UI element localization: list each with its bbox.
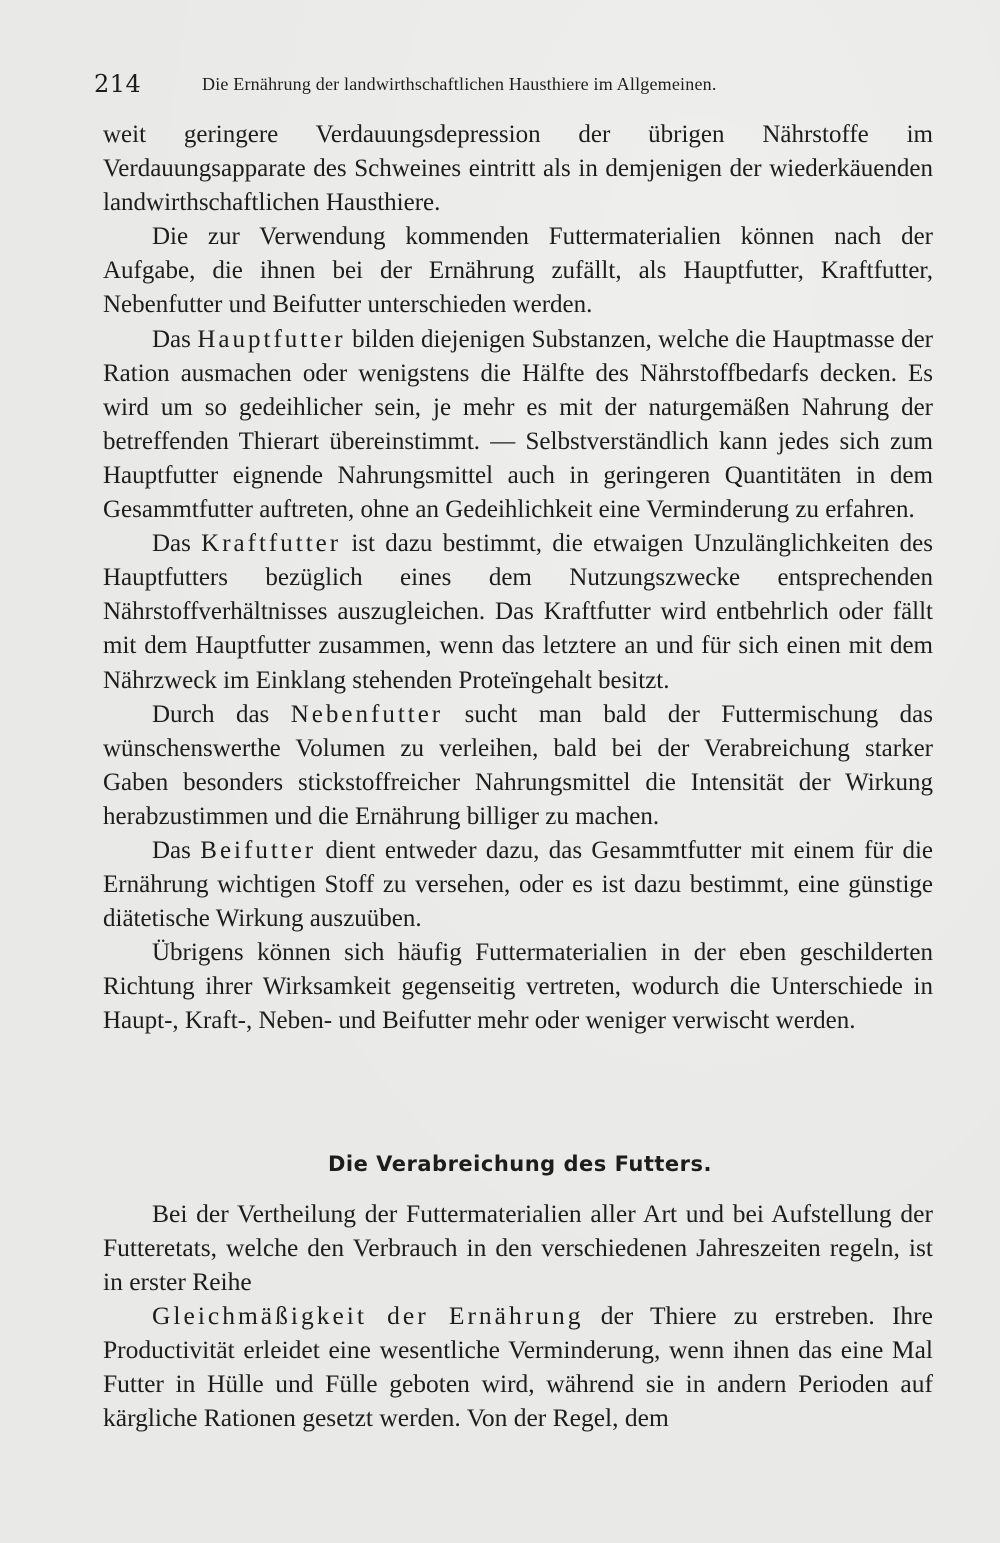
- paragraph-gleichmaessigkeit: [103, 1299, 933, 1435]
- paragraph-lead: Das: [152, 836, 191, 864]
- term-hauptfutter: Hauptfutter: [197, 325, 346, 353]
- paragraph-rest: der Thiere zu erstreben. Ihre Productivität erleidet eine wesentliche Verminderung, wenn ihnen das eine Mal Futter in Hülle und Fülle geboten wird, während sie in andern Perioden auf kärgliche Rationen gesetzt werden. Von der Regel, dem: [103, 1301, 933, 1432]
- running-title: Die Ernährung der landwirthschaftlichen Hausthiere im Allgemeinen.: [202, 74, 717, 94]
- body-text-section-2: [103, 1197, 933, 1435]
- paragraph-hauptfutter: [103, 323, 933, 528]
- paragraph-rest: sucht man bald der Futtermischung das wünschenswerthe Volumen zu verleihen, bald bei der Verabreichung starker Gaben besonders stickstoffreicher Nahrungsmittel die Intensität der Wirkung herabzustimmen und die Ernährung billiger zu machen.: [103, 700, 933, 830]
- term-kraftfutter: Kraftfutter: [201, 530, 342, 558]
- paragraph-rest: ist dazu bestimmt, die etwaigen Unzulänglichkeiten des Hauptfutters bezüglich eines dem Nutzungszwecke entsprechenden Nährstoffverhältnisses auszugleichen. Das Kraftfutter wird entbehrlich oder fällt mit dem Hauptfutter zusammen, wenn das letztere an und für sich einen mit dem Nährzweck im Einklang stehenden Proteïngehalt besitzt.: [103, 530, 934, 694]
- section-heading: Die Verabreichung des Futters.: [327, 1152, 713, 1176]
- page-number: 214: [94, 70, 142, 98]
- paragraph-lead: Das: [152, 530, 191, 558]
- paragraph: Übrigens können sich häufig Futtermaterialien in der eben geschilderten Richtung ihrer Wirksamkeit gegenseitig vertreten, wodurch die Unterschiede in Haupt-, Kraft-, Neben- und Beifutter mehr oder weniger verwischt werden.: [103, 939, 933, 1035]
- paragraph-beifutter: [103, 834, 933, 936]
- paragraph-lead: Durch das: [152, 700, 270, 728]
- body-text-section-1: [103, 118, 933, 1039]
- paragraph-lead: Das: [152, 325, 191, 353]
- paragraph: weit geringere Verdauungsdepression der übrigen Nährstoffe im Verdauungsapparate des Schweines eintritt als in demjenigen der wiederkäuenden landwirthschaftlichen Hausthiere.: [103, 121, 933, 217]
- paragraph-rest: dient entweder dazu, das Gesammtfutter mit einem für die Ernährung wichtigen Stoff zu versehen, oder es ist dazu bestimmt, eine günstige diätetische Wirkung auszuüben.: [103, 836, 934, 933]
- paragraph: Die zur Verwendung kommenden Futtermaterialien können nach der Aufgabe, die ihnen bei der Ernährung zufällt, als Hauptfutter, Kraftfutter, Nebenfutter und Beifutter unterschieden werden.: [103, 223, 933, 319]
- term-gleichmaessigkeit: Gleichmäßigkeit der Ernährung: [152, 1301, 584, 1330]
- term-nebenfutter: Nebenfutter: [290, 700, 444, 728]
- paragraph-nebenfutter: [103, 698, 933, 834]
- paragraph-rest: bilden diejenigen Substanzen, welche die Hauptmasse der Ration ausmachen oder wenigstens die Hälfte des Nährstoffbedarfs decken. Es wird um so gedeihlicher sein, je mehr es mit der naturgemäßen Nahrung der betreffenden Thierart übereinstimmt. — Selbstverständlich kann jedes sich zum Hauptfutter eignende Nahrungsmittel auch in geringeren Quantitäten in dem Gesammtfutter auftreten, ohne an Gedeihlichkeit eine Verminderung zu erfahren.: [103, 325, 934, 524]
- paragraph: Bei der Vertheilung der Futtermaterialien aller Art und bei Aufstellung der Futteretats, welche den Verbrauch in den verschiedenen Jahreszeiten regeln, ist in erster Reihe: [103, 1199, 933, 1296]
- page-header: [94, 70, 934, 102]
- paragraph-kraftfutter: [103, 527, 933, 697]
- term-beifutter: Beifutter: [200, 836, 317, 864]
